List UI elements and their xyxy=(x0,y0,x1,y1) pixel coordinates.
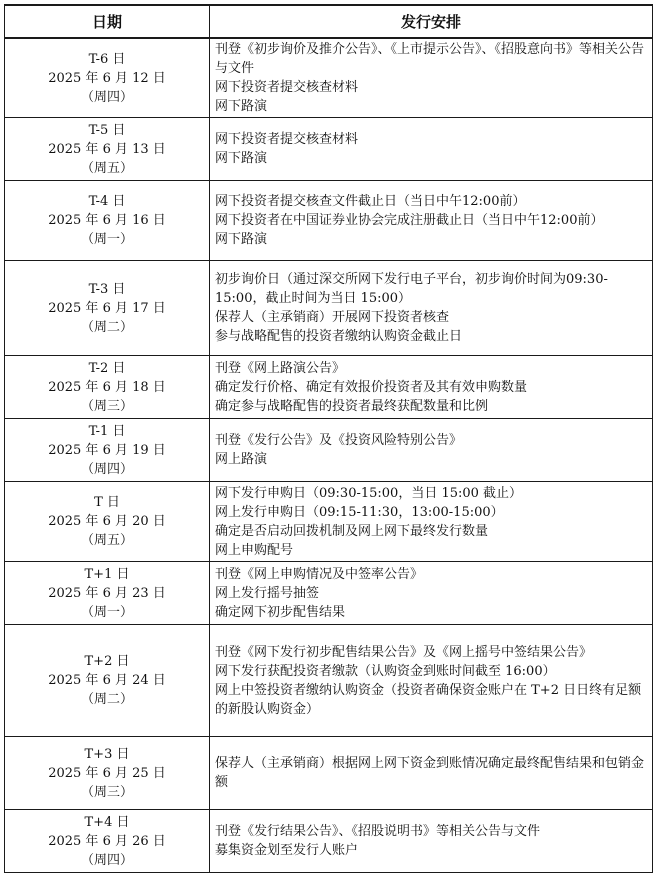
calendar-date: 2025 年 6 月 25 日 xyxy=(48,765,166,781)
weekday: （周三） xyxy=(80,398,133,414)
event-line: 网下投资者提交核查材料 xyxy=(215,80,359,95)
table-row xyxy=(5,356,653,419)
weekday: （周四） xyxy=(80,461,133,477)
weekday: （周一） xyxy=(80,232,133,247)
event-line: 网下路演 xyxy=(215,232,268,247)
event-line: 刊登《网上申购情况及中签率公告》 xyxy=(215,566,424,582)
event-line: 网上申购配号 xyxy=(215,542,294,558)
calendar-date: 2025 年 6 月 23 日 xyxy=(48,585,166,601)
event-line: 网下投资者提交核查材料 xyxy=(215,132,359,147)
calendar-date: 2025 年 6 月 26 日 xyxy=(48,833,166,849)
calendar-date: 2025 年 6 月 17 日 xyxy=(48,300,166,316)
event-line: 刊登《发行结果公告》、《招股说明书》等相关公告与文件 xyxy=(215,824,541,839)
event-line: 网下投资者在中国证券业协会完成注册截止日（当日中午12:00前） xyxy=(215,213,604,228)
trading-day: T-6 日 xyxy=(88,51,126,67)
header-date: 日期 xyxy=(5,5,210,38)
event-line: 刊登《网下发行初步配售结果公告》及《网上摇号中签结果公告》 xyxy=(215,644,593,660)
event-cell xyxy=(210,261,653,356)
weekday: （周四） xyxy=(80,852,133,868)
calendar-date: 2025 年 6 月 12 日 xyxy=(48,70,166,86)
event-line: 网下路演 xyxy=(215,99,268,114)
trading-day: T-3 日 xyxy=(88,281,126,297)
event-line: 网上中签投资者缴纳认购资金（投资者确保资金账户在 T+2 日日终有足额的新股认购资金） xyxy=(215,682,642,717)
trading-day: T-4 日 xyxy=(88,194,126,209)
trading-day: T+3 日 xyxy=(84,746,130,762)
event-cell xyxy=(210,419,653,482)
event-cell xyxy=(210,118,653,181)
table-row xyxy=(5,625,653,737)
weekday: （周五） xyxy=(80,533,133,548)
trading-day: T+1 日 xyxy=(84,566,130,582)
weekday: （周二） xyxy=(80,692,133,707)
date-cell xyxy=(5,562,210,625)
event-cell xyxy=(210,737,653,810)
date-cell xyxy=(5,181,210,261)
event-line: 确定是否启动回拨机制及网上网下最终发行数量 xyxy=(215,523,489,539)
event-line: 保荐人（主承销商）开展网下投资者核查 xyxy=(215,310,450,325)
weekday: （周二） xyxy=(80,319,133,335)
event-line: 网下发行获配投资者缴款（认购资金到账时间截至 16:00） xyxy=(215,663,556,679)
table-row xyxy=(5,737,653,810)
event-line: 刊登《初步询价及推介公告》、《上市提示公告》、《招股意向书》等相关公告与文件 xyxy=(215,42,645,76)
event-line: 刊登《网上路演公告》 xyxy=(215,360,346,376)
event-cell xyxy=(210,625,653,737)
event-line: 初步询价日（通过深交所网下发行电子平台，初步询价时间为09:30-15:00，截止时间为当日 15:00） xyxy=(215,272,608,306)
event-line: 网下路演 xyxy=(215,151,268,166)
date-cell xyxy=(5,810,210,873)
weekday: （周三） xyxy=(80,784,133,800)
calendar-date: 2025 年 6 月 19 日 xyxy=(48,442,166,458)
event-cell xyxy=(210,356,653,419)
trading-day: T 日 xyxy=(94,495,120,510)
event-line: 参与战略配售的投资者缴纳认购资金截止日 xyxy=(215,329,463,344)
table-row xyxy=(5,810,653,873)
event-line: 网上路演 xyxy=(215,452,268,467)
table-row xyxy=(5,562,653,625)
date-cell xyxy=(5,737,210,810)
date-cell xyxy=(5,482,210,562)
trading-day: T+4 日 xyxy=(84,814,130,830)
event-line: 刊登《发行公告》及《投资风险特别公告》 xyxy=(215,433,463,448)
event-line: 网下投资者提交核查文件截止日（当日中午12:00前） xyxy=(215,194,526,209)
table-row xyxy=(5,38,653,118)
event-line: 募集资金划至发行人账户 xyxy=(215,843,359,858)
trading-day: T-5 日 xyxy=(88,122,126,138)
event-line: 保荐人（主承销商）根据网上网下资金到账情况确定最终配售结果和包销金额 xyxy=(215,756,645,790)
event-cell xyxy=(210,810,653,873)
event-line: 确定参与战略配售的投资者最终获配数量和比例 xyxy=(215,398,489,414)
event-line: 确定发行价格、确定有效报价投资者及其有效申购数量 xyxy=(215,379,528,395)
event-cell xyxy=(210,38,653,118)
event-line: 网下发行申购日（09:30-15:00，当日 15:00 截止） xyxy=(215,485,523,501)
event-cell xyxy=(210,181,653,261)
event-cell xyxy=(210,482,653,562)
trading-day: T-2 日 xyxy=(88,360,126,376)
event-line: 网上发行摇号抽签 xyxy=(215,585,320,601)
calendar-date: 2025 年 6 月 24 日 xyxy=(48,673,166,688)
header-plan: 发行安排 xyxy=(210,5,653,38)
calendar-date: 2025 年 6 月 18 日 xyxy=(48,379,166,395)
date-cell xyxy=(5,38,210,118)
table-row xyxy=(5,419,653,482)
table-row xyxy=(5,118,653,181)
event-line: 确定网下初步配售结果 xyxy=(215,604,346,620)
weekday: （周五） xyxy=(80,160,133,176)
table-header-row xyxy=(5,5,653,38)
event-cell xyxy=(210,562,653,625)
trading-day: T+2 日 xyxy=(84,654,130,669)
weekday: （周四） xyxy=(80,89,133,105)
trading-day: T-1 日 xyxy=(88,423,126,439)
calendar-date: 2025 年 6 月 16 日 xyxy=(48,213,166,228)
date-cell xyxy=(5,625,210,737)
calendar-date: 2025 年 6 月 13 日 xyxy=(48,141,166,157)
table-row xyxy=(5,181,653,261)
date-cell xyxy=(5,261,210,356)
calendar-date: 2025 年 6 月 20 日 xyxy=(48,514,166,529)
event-line: 网上发行申购日（09:15-11:30，13:00-15:00） xyxy=(215,504,504,520)
issuance-schedule-table xyxy=(4,4,653,873)
schedule-page xyxy=(4,4,652,873)
table-row xyxy=(5,482,653,562)
table-row xyxy=(5,261,653,356)
date-cell xyxy=(5,356,210,419)
date-cell xyxy=(5,118,210,181)
date-cell xyxy=(5,419,210,482)
weekday: （周一） xyxy=(80,604,133,620)
